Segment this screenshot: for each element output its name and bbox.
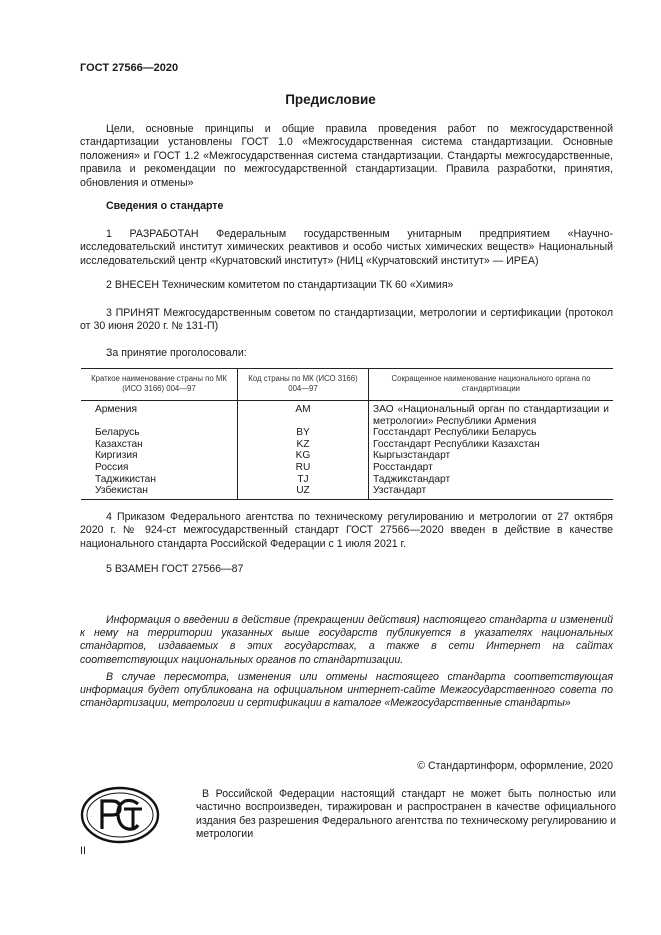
- country-cell: Киргизия: [95, 450, 138, 462]
- code-cell: UZ: [238, 485, 369, 499]
- code-cell: KZ: [238, 439, 369, 451]
- country-cell: Таджикистан: [95, 473, 156, 485]
- info-note: Информация о введении в действие (прекращении действия) настоящего стандарта и изменений к нему на территории указанных выше государств публикуется в указателях национальных стандартов, издаваемых в этих государствах, а также в сети Интернет на сайтах соответствующих национальных органов по стандартизации.: [80, 614, 613, 666]
- country-cell: Узбекистан: [81, 485, 238, 499]
- table-row: [81, 462, 613, 474]
- table-row: [81, 474, 613, 486]
- page-number: II: [80, 845, 86, 857]
- body-cell: Кыргызстандарт: [369, 450, 614, 462]
- header-country: Краткое наименование страны по МК (ИСО 3166) 004—97: [81, 369, 238, 401]
- code-cell: AM: [238, 401, 369, 428]
- body-cell: ЗАО «Национальный орган по стандартизации и метрологии» Республики Армения: [369, 401, 614, 428]
- country-cell: Россия: [95, 461, 129, 473]
- item-1: 1 РАЗРАБОТАН Федеральным государственным унитарным предприятием «Научно-исследовательский институт химических реактивов и особо чистых химических веществ» Национальный исследовательский центр «Курчатовский институт» (НИЦ «Курчатовский институт» — ИРЕА): [80, 228, 613, 267]
- header-body: Сокращенное наименование национального органа по стандартизации: [369, 369, 614, 401]
- body-cell: Госстандарт Республики Казахстан: [369, 439, 614, 451]
- item-2: 2 ВНЕСЕН Техническим комитетом по стандартизации ТК 60 «Химия»: [106, 279, 454, 291]
- rst-logo-icon: [80, 785, 160, 845]
- item-4: 4 Приказом Федерального агентства по техническому регулированию и метрологии от 27 октября 2020 г. № 924-ст межгосударственный стандарт ГОСТ 27566—2020 введен в действие в качестве национального стандарта Российской Федерации с 1 июля 2021 г.: [80, 511, 613, 550]
- code-cell: BY: [238, 427, 369, 439]
- item-5: 5 ВЗАМЕН ГОСТ 27566—87: [106, 563, 244, 575]
- country-cell: Казахстан: [95, 438, 143, 450]
- body-cell: Росстандарт: [369, 462, 614, 474]
- voting-table: [81, 368, 613, 500]
- header-code: Код страны по МК (ИСО 3166) 004—97: [238, 369, 369, 401]
- table-row: [81, 450, 613, 462]
- vote-label: За принятие проголосовали:: [106, 347, 247, 359]
- code-cell: KG: [238, 450, 369, 462]
- body-cell: Узстандарт: [369, 485, 614, 499]
- table-row: [81, 485, 613, 499]
- page-title: Предисловие: [285, 92, 376, 107]
- table-row: [81, 401, 613, 428]
- info-heading: Сведения о стандарте: [106, 200, 224, 212]
- table-header-row: [81, 369, 613, 401]
- item-3: 3 ПРИНЯТ Межгосударственным советом по стандартизации, метрологии и сертификации (протокол от 30 июня 2020 г. № 131-П): [80, 307, 613, 333]
- legal-notice: В Российской Федерации настоящий стандарт не может быть полностью или частично воспроизведен, тиражирован и распространен в качестве официального издания без разрешения Федерального агентства по техническому регулированию и метрологии: [196, 788, 616, 841]
- copyright-line: © Стандартинформ, оформление, 2020: [417, 760, 613, 772]
- table-row: [81, 439, 613, 451]
- body-cell: Госстандарт Республики Беларусь: [369, 427, 614, 439]
- code-cell: RU: [238, 462, 369, 474]
- revision-note: В случае пересмотра, изменения или отмены настоящего стандарта соответствующая информация будет опубликована на официальном интернет-сайте Межгосударственного совета по стандартизации, метрологии и сертификации в каталоге «Межгосударственные стандарты»: [80, 671, 613, 710]
- table-row: [81, 427, 613, 439]
- body-cell: Таджикстандарт: [369, 474, 614, 486]
- document-code: ГОСТ 27566—2020: [80, 62, 179, 74]
- code-cell: TJ: [238, 474, 369, 486]
- country-cell: Армения: [95, 404, 137, 415]
- intro-paragraph: Цели, основные принципы и общие правила проведения работ по межгосударственной стандартизации установлены ГОСТ 1.0 «Межгосударственная система стандартизации. Основные положения» и ГОСТ 1.2 «Межгосударственная система стандартизации. Стандарты межгосударственные, правила и рекомендации по межгосударственной стандартизации. Правила разработки, принятия, обновления и отмены»: [80, 123, 613, 189]
- country-cell: Беларусь: [95, 427, 140, 439]
